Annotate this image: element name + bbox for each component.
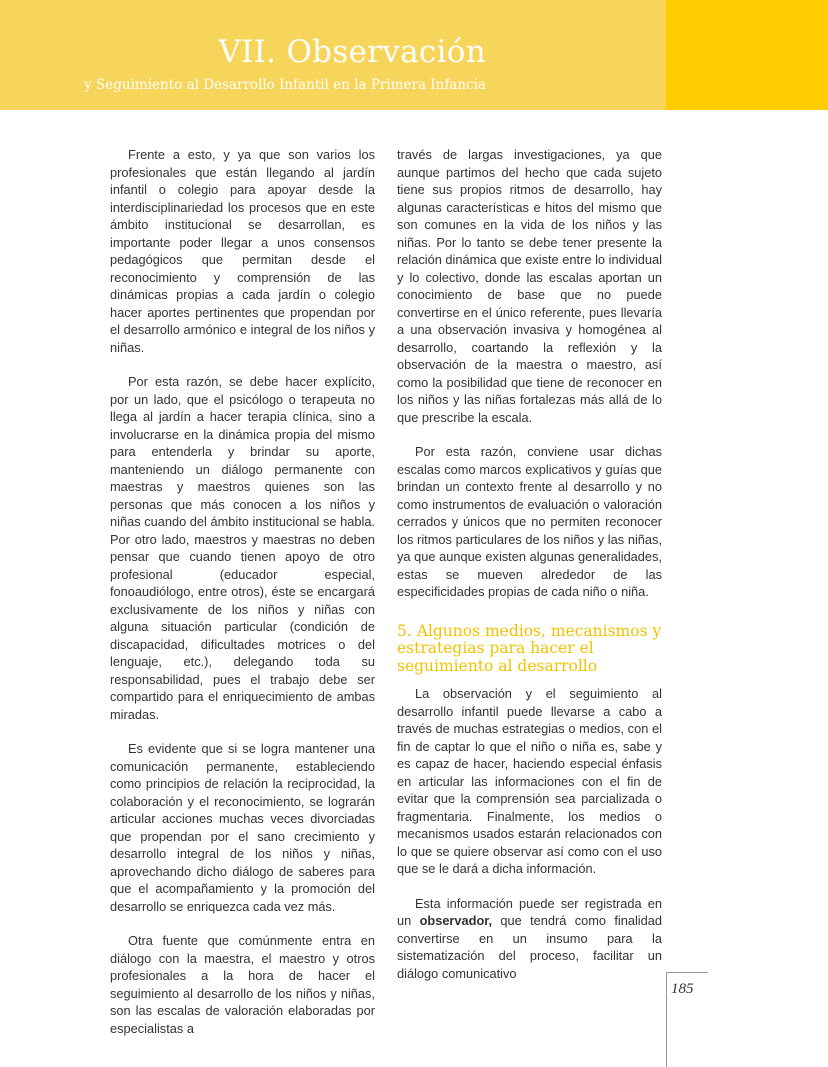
right-text-column — [397, 146, 662, 999]
paragraph: través de largas investigaciones, ya que aunque partimos del hecho que cada sujeto tiene sus propios ritmos de desarrollo, hay algunas características e hitos del mismo que son comunes en la vida de los niños y las niñas. Por lo tanto se debe tener presente la relación dinámica que existe entre lo individual y lo colectivo, donde las escalas aportan un conocimiento de base que no puede convertirse en el único referente, pues llevaría a una observación invasiva y homogénea al desarrollo, coartando la reflexión y la observación de la maestra o maestro, así como la posibilidad que tiene de reconocer en los niños y las niñas fortalezas más allá de lo que prescribe la escala. — [397, 147, 662, 425]
page-number: 185 — [671, 981, 694, 997]
left-text-column — [110, 146, 375, 1054]
chapter-header-band — [0, 0, 666, 110]
paragraph: Es evidente que si se logra mantener una comunicación permanente, estableciendo como principios de relación la reciprocidad, la colaboración y el reconocimiento, se lograrán articular acciones muchas veces divorciadas que propendan por el sano crecimiento y desarrollo integral de los niños y niñas, aprovechando dicho diálogo de saberes para que el acompañamiento y la promoción del desarrollo se enriquezca cada vez más. — [110, 741, 375, 914]
footer-rule-vertical — [666, 972, 667, 1067]
section-heading: 5. Algunos medios, mecanismos y estrategias para hacer el seguimiento al desarrollo — [397, 621, 662, 675]
paragraph-text: que tendrá como finalidad convertirse en un insumo para la sistematización del proceso, facilitar un diálogo comunicativo — [397, 913, 662, 981]
footer-rule-horizontal — [666, 972, 708, 973]
paragraph: Por esta razón, se debe hacer explícito, por un lado, que el psicólogo o terapeuta no llega al jardín a hacer terapia clínica, sino a involucrarse en la dinámica propia del mismo para entenderla y brindar su aporte, manteniendo un diálogo permanente con maestras y maestros quienes son las personas que más conocen a los niños y niñas cuando del ámbito institucional se habla. Por otro lado, maestros y maestras no deben pensar que cuando tienen apoyo de otro profesional (educador especial, fonoaudiólogo, entre otros), éste se encargará exclusivamente de los niños y niñas con alguna situación particular (condición de discapacidad, dificultades motrices o del lenguaje, etc.), delegando toda su responsabilidad, pues el trabajo debe ser compartido para el enriquecimiento de ambas miradas. — [110, 374, 375, 722]
paragraph: Por esta razón, conviene usar dichas escalas como marcos explicativos y guías que brindan un contexto frente al desarrollo y no como instrumentos de evaluación o valoración cerrados y únicos que no permiten reconocer los ritmos particulares de los niños y las niñas, ya que aunque existen algunas generalidades, estas se mueven alrededor de las especificidades propias de cada niño o niña. — [397, 444, 662, 599]
paragraph-text: Esta información puede ser registrada en un — [397, 895, 662, 928]
chapter-title: VII. Observación — [218, 34, 486, 70]
paragraph: Otra fuente que comúnmente entra en diálogo con la maestra, el maestro y otros profesionales a la hora de hacer el seguimiento al desarrollo de los niños y niñas, son las escalas de valoración elaboradas por especialistas a — [110, 933, 375, 1036]
paragraph: La observación y el seguimiento al desarrollo infantil puede llevarse a cabo a través de muchas estrategias o medios, con el fin de captar lo que el niño o niña es, sabe y es capaz de hacer, haciendo especial énfasis en articular las informaciones con el fin de evitar que la comprensión sea parcializada o fragmentaria. Finalmente, los medios o mecanismos usados estarán relacionados con lo que se quiere observar así como con el uso que se le dará a dicha información. — [397, 686, 662, 876]
header-accent-block — [666, 0, 828, 110]
paragraph — [397, 895, 662, 983]
chapter-subtitle: y Seguimiento al Desarrollo Infantil en la Primera Infancia — [84, 77, 486, 93]
paragraph: Frente a esto, y ya que son varios los profesionales que están llegando al jardín infantil o colegio para apoyar desde la interdisciplinariedad los procesos que en este ámbito institucional se desarrollan, es importante poder llegar a unos consensos pedagógicos que permitan desde el reconocimiento y comprensión de las dinámicas propias a cada jardín o colegio hacer aportes pertinentes que propendan por el desarrollo armónico e integral de los niños y niñas. — [110, 147, 375, 355]
bold-term: observador, — [419, 913, 493, 928]
